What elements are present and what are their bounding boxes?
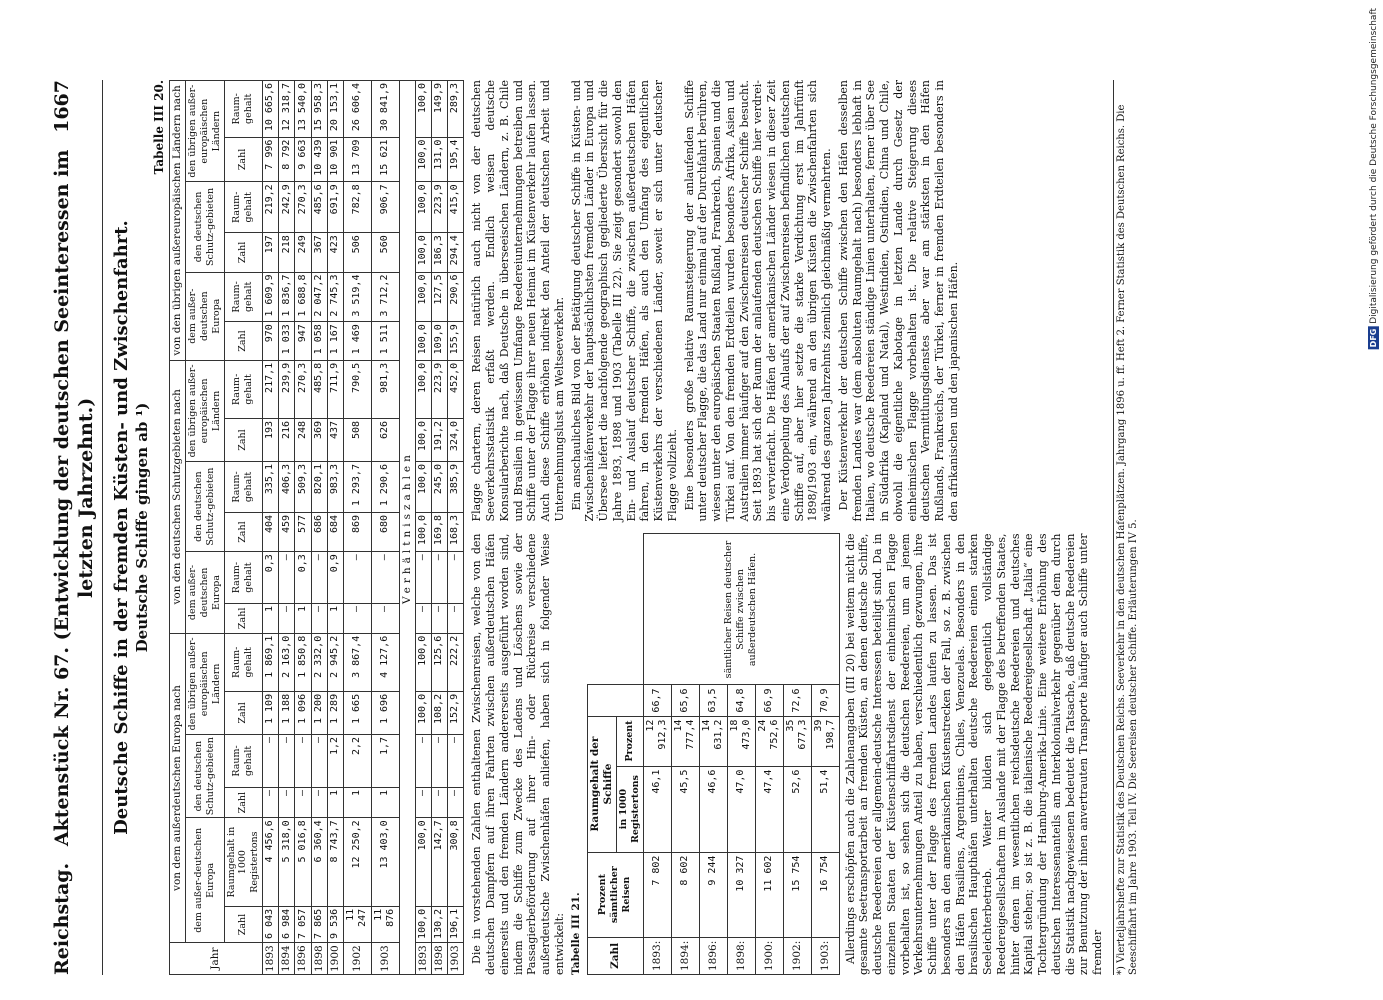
value-cell: 485,8 (311, 360, 327, 418)
value-cell: 100,0 (415, 81, 431, 138)
zahl-header: Zahl (224, 322, 263, 361)
page-number: 1667 (51, 80, 73, 133)
value-cell: — (343, 603, 371, 633)
value-cell: 72,6 (783, 685, 811, 716)
value-cell: 14 631,2 (699, 716, 727, 766)
value-cell: 13 540,0 (295, 81, 311, 138)
value-cell: 1 469 (343, 322, 371, 361)
value-cell: 10 439 (311, 137, 327, 182)
value-cell: 300,8 (448, 818, 464, 906)
value-cell: 196,1 (448, 906, 464, 942)
value-cell: 7 865 (311, 906, 327, 942)
value-cell: 24 752,6 (755, 716, 783, 766)
value-cell: 12 318,7 (279, 81, 295, 138)
value-cell: 9 536 (327, 906, 343, 942)
value-cell: 577 (295, 512, 311, 551)
value-cell: — (343, 552, 371, 604)
header-left: Reichstag. (51, 862, 73, 975)
value-cell: 415,0 (448, 182, 464, 233)
value-cell: 100,0 (415, 818, 431, 906)
value-cell: 324,0 (448, 418, 464, 461)
value-cell: 626 (371, 418, 399, 461)
value-cell: 385,9 (448, 462, 464, 513)
value-cell: 100,0 (415, 233, 431, 272)
left-column (470, 534, 1108, 976)
value-cell: — (448, 552, 464, 604)
paragraph: Ein anschauliches Bild von der Betätigung deutscher Schiffe in Küsten- und Zwischenhäfenverkehr der hauptsächlichsten fremden Länder in Europa und Übersee liefert die nachfolgende geographisch gegliederte Übersicht für die Jahre 1893, 1898 und 1903 (Tabelle III 22). Sie zeigt gesondert sowohl den Ein- und Auslauf deutscher Schiffe, die zwischen außerdeutschen Häfen fahren, in den fremden Häfen, als auch den Umfang des eigentlichen Küstenverkehrs der verschiedenen Länder, soweit er sich unter deutscher Flagge vollzieht. (569, 80, 679, 522)
value-cell: 290,6 (448, 272, 464, 322)
value-cell: 149,9 (432, 81, 448, 138)
value-cell: 6 984 (279, 906, 295, 942)
value-cell: 680 (371, 512, 399, 551)
group-header: von dem außerdeutschen Europa nach (169, 633, 185, 943)
value-cell: 245,0 (432, 462, 448, 513)
value-cell: 6 043 (263, 906, 279, 942)
value-cell: 1 289 (327, 691, 343, 734)
year-cell: 1903 (371, 943, 399, 975)
value-cell: — (311, 603, 327, 633)
t21-note: sämtlicher Reisen deutscher Schiffe zwischen außerdeutschen Häfen. (643, 534, 839, 685)
table-row (371, 81, 399, 975)
year-cell: 1903 (448, 943, 464, 975)
value-cell: 509,3 (295, 462, 311, 513)
year-cell: 1900 (327, 943, 343, 975)
value-cell: 11 876 (371, 906, 399, 942)
value-cell: 1 850,8 (295, 633, 311, 691)
value-cell: 970 (263, 322, 279, 361)
value-cell: 1,2 (327, 734, 343, 787)
value-cell: — (295, 734, 311, 787)
sub-header: den deutschen Schutz-gebieten (185, 182, 224, 272)
value-cell: 1 665 (343, 691, 371, 734)
value-cell: 15 621 (371, 137, 399, 182)
value-cell: 125,6 (432, 633, 448, 691)
page-header (51, 80, 103, 975)
value-cell: — (371, 552, 399, 604)
value-cell: 1898: (727, 937, 755, 974)
footnote: *) Vierteljahrshefte zur Statistik des Deutschen Reichs. Seeverkehr in den deutschen Hafenplätzen. Jahrgang 1896 u. ff. Heft 2. Ferner Statistik des Deutschen Reichs. Die Seeschiffahrt im Jahre 1903. Teil IV. Die Seereisen deutscher Schiffe. Erläuterungen IV 5. (1113, 80, 1141, 975)
value-cell: — (432, 787, 448, 817)
year-cell: 1898 (432, 943, 448, 975)
value-cell: 47,0 (727, 766, 755, 852)
value-cell: 5 318,0 (279, 818, 295, 906)
value-cell: — (415, 734, 431, 787)
value-cell: 70,9 (811, 685, 839, 716)
value-cell: 100,0 (415, 462, 431, 513)
value-cell: 219,2 (263, 182, 279, 233)
value-cell: 169,8 (432, 512, 448, 551)
value-cell: 100,0 (415, 418, 431, 461)
value-cell: 1 033 (279, 322, 295, 361)
paragraph: Allerdings erschöpfen auch die Zahlenangaben (III 20) bei weitem nicht die gesamte Seetransportarbeit an fremden Küsten, an denen deutsche Schiffe, deutsche Reedereien oder allgemein-deutsche Interessen beteiligt sind. Da in einzelnen Staaten der Küstenschiffahrtsdienst der einheimischen Flagge vorbehalten ist, so sehen sich die deutschen Reedereien, um an jenem Verkehrsunternehmungen Anteil zu haben, verschiedentlich gezwungen, ihre Schiffe unter der Flagge des fremden Landes laufen zu lassen. Das ist besonders an den amerikanischen Küstenstrecken der Fall, so z. B. zwischen den Häfen Brasiliens, Argentiniens, Chiles, Venezuelas. Besonders in den brasilischen Haupthäfen unterhalten deutsche Reedereien einen starken Seeleichterbetrieb. Weiter bilden sich gelegentlich vollständige Reedereigesellschaften im Auslande mit der Flagge des betreffenden Staates, hinter denen im wesentlichen reichsdeutsche Reedereien und deutsches Kapital stehen; so ist z. B. die italienische Reedereigesellschaft „Italia“ eine Tochtergründung der Hamburg-Amerika-Linie. Eine weitere Erhöhung des deutschen Interessenanteils am Interkolonialverkehr gegenüber dem durch die Statistik nachgewiesenen bedeutet die Tatsache, daß deutsche Reedereien zur Benutzung der ihnen anvertrauten Transporte häufiger auch Schiffe unter fremder (843, 533, 1105, 975)
header-middle: Aktenstück Nr. 67. (Entwicklung der deutschen Seeinteressen im letzten Jahrzehnt.) (51, 149, 97, 847)
value-cell: 222,2 (448, 633, 464, 691)
value-cell: 8 792 (279, 137, 295, 182)
value-cell: 1903: (811, 937, 839, 974)
table-row (279, 81, 295, 975)
value-cell: 369 (311, 418, 327, 461)
value-cell: 1900: (755, 937, 783, 974)
zahl-header: Zahl (224, 691, 263, 734)
value-cell: — (279, 603, 295, 633)
raum-header: Raumgehalt in 1000 Registertons (224, 818, 263, 906)
value-cell: 3 712,2 (371, 272, 399, 322)
value-cell: 1 (327, 603, 343, 633)
value-cell: 459 (279, 512, 295, 551)
value-cell: 7 996 (263, 137, 279, 182)
value-cell: — (432, 603, 448, 633)
raum-header: Raum-gehalt (224, 81, 263, 138)
value-cell: 1 511 (371, 322, 399, 361)
dfg-text: Digitalisierung gefördert durch die Deutsche Forschungsgemeinschaft (1369, 8, 1379, 324)
rotated-page (45, 70, 1335, 985)
year-cell: 1893 (415, 943, 431, 975)
value-cell: 10 901 (327, 137, 343, 182)
value-cell: — (432, 734, 448, 787)
sub-header: dem außer-deutschen Europa (185, 552, 224, 634)
value-cell: 14 777,4 (671, 716, 699, 766)
zahl-header: Zahl (224, 233, 263, 272)
value-cell: — (263, 787, 279, 817)
value-cell: 100,0 (415, 182, 431, 233)
value-cell: 100,0 (415, 360, 431, 418)
value-cell: 63,5 (699, 685, 727, 716)
value-cell: 947 (295, 322, 311, 361)
value-cell: 39 198,7 (811, 716, 839, 766)
value-cell: 193 (263, 418, 279, 461)
value-cell: 26 606,4 (343, 81, 371, 138)
value-cell: — (415, 552, 431, 604)
value-cell: 423 (327, 233, 343, 272)
value-cell: 47,4 (755, 766, 783, 852)
value-cell: — (415, 787, 431, 817)
zahl-header: Zahl (224, 512, 263, 551)
value-cell: 8 602 (671, 852, 699, 937)
value-cell: 1 696 (371, 691, 399, 734)
value-cell: — (279, 787, 295, 817)
value-cell: 100,0 (415, 633, 431, 691)
value-cell: — (279, 734, 295, 787)
value-cell: 270,3 (295, 360, 311, 418)
value-cell: 191,2 (432, 418, 448, 461)
table-row (432, 81, 448, 975)
value-cell: 12 250,2 (343, 818, 371, 906)
table-row (415, 81, 431, 975)
value-cell: 983,3 (327, 462, 343, 513)
value-cell: 15 958,3 (311, 81, 327, 138)
sub-header: dem außer-deutschen Europa (185, 818, 224, 943)
sub-header: den übrigen außer-europäischen Ländern (185, 633, 224, 734)
sub-header: den deutschen Schutz-gebieten (185, 734, 224, 817)
group-header: von den übrigen außereuropäischen Ländern nach (169, 81, 185, 361)
value-cell: 16 754 (811, 852, 839, 937)
value-cell: 100,0 (415, 691, 431, 734)
page-title: Deutsche Schiffe in der fremden Küsten- und Zwischenfahrt. (110, 220, 132, 835)
value-cell: 0,9 (327, 552, 343, 604)
group-header: von den deutschen Schutzgebieten nach (169, 360, 185, 633)
raum-header: Raum-gehalt (224, 360, 263, 418)
value-cell: 406,3 (279, 462, 295, 513)
table-row (327, 81, 343, 975)
value-cell: 1 (327, 787, 343, 817)
value-cell: — (448, 603, 464, 633)
value-cell: 66,9 (755, 685, 783, 716)
value-cell: 248 (295, 418, 311, 461)
value-cell: 560 (371, 233, 399, 272)
value-cell: 30 841,9 (371, 81, 399, 138)
value-cell: 1 109 (263, 691, 279, 734)
value-cell: 1 200 (311, 691, 327, 734)
zahl-header: Zahl (224, 906, 263, 942)
value-cell: 5 016,8 (295, 818, 311, 906)
value-cell: 1 869,1 (263, 633, 279, 691)
value-cell: 15 754 (783, 852, 811, 937)
value-cell: 239,9 (279, 360, 295, 418)
t21-pct: Prozent (616, 716, 643, 766)
value-cell: — (371, 603, 399, 633)
table21-ref: Tabelle III 21. (569, 892, 582, 975)
paragraph: Flagge chartern, deren Reisen natürlich auch nicht von der deutschen Seeverkehrsstatistik erfaßt werden. Endlich weisen deutsche Konsularberichte nach, daß Deutsche in überseeischen Ländern, z. B. Chile und Brasilien in gewissem Umfange Reedereiunternehmungen betreiben und Schiffe unter der Flagge ihrer neuen Heimat im Küstenverkehr laufen lassen. Auch diese Schiffe erhöhen indirekt den Anteil der deutschen Arbeit und Unternehmungslust am Weltseeverkehr. (470, 80, 566, 522)
value-cell: 1894: (671, 937, 699, 974)
value-cell: — (311, 734, 327, 787)
value-cell: 168,3 (448, 512, 464, 551)
value-cell: 1 (343, 787, 371, 817)
table-ref: Tabelle III 20. (151, 80, 166, 175)
value-cell: — (415, 603, 431, 633)
value-cell: 155,9 (448, 322, 464, 361)
value-cell: 13 709 (343, 137, 371, 182)
value-cell: 12 912,3 (643, 716, 671, 766)
value-cell: — (432, 552, 448, 604)
value-cell: 186,3 (432, 233, 448, 272)
sub-header: den deutschen Schutz-gebieten (185, 462, 224, 552)
value-cell: 485,6 (311, 182, 327, 233)
raum-header: Raum-gehalt (224, 633, 263, 691)
paragraph: Eine besonders große relative Raumsteigerung der anlaufenden Schiffe unter deutscher Flagge, die das Land nur einmal auf der Durchfahrt berühren, wiesen unter den europäischen Staaten Rußland, Frankreich, Spanien und die Türkei auf. Von den fremden Erdteilen wurden besonders Afrika, Asien und Australien immer häufiger auf den Zwischenreisen deutscher Schiffe besucht. Seit 1893 hat sich der Raum der anlaufenden deutschen Schiffe hier verdrei- bis vervierfacht. Die Häfen der amerikanischen Länder wiesen in dieser Zeit eine Verdoppelung des Anlaufs der auf Zwischenreisen befindlichen deutschen Schiffe auf, aber hier setzte die starke Verdichtung erst im Jahrfünft 1898/1903 ein, während an den übrigen Küsten die Zwischenfahrten sich während des ganzen Jahrzehnts ziemlich gleichmäßig vermehrten. (682, 80, 833, 522)
table-21 (587, 534, 840, 976)
value-cell: 1 688,8 (295, 272, 311, 322)
value-cell: 691,9 (327, 182, 343, 233)
sub-header: dem außer-deutschen Europa (185, 272, 224, 360)
value-cell: — (311, 552, 327, 604)
year-cell: 1898 (311, 943, 327, 975)
value-cell: 1 290,6 (371, 462, 399, 513)
dfg-logo: DFG (1369, 328, 1378, 348)
value-cell: 8 743,7 (327, 818, 343, 906)
value-cell: 11 247 (343, 906, 371, 942)
value-cell: 131,0 (432, 137, 448, 182)
value-cell: 20 153,1 (327, 81, 343, 138)
value-cell: 242,9 (279, 182, 295, 233)
value-cell: 7 802 (643, 852, 671, 937)
table-row (295, 81, 311, 975)
value-cell: 1 (263, 603, 279, 633)
value-cell: 127,5 (432, 272, 448, 322)
value-cell: 217,1 (263, 360, 279, 418)
value-cell: 1 609,9 (263, 272, 279, 322)
value-cell: 64,8 (727, 685, 755, 716)
value-cell: 223,9 (432, 360, 448, 418)
value-cell: 684 (327, 512, 343, 551)
table-row (343, 81, 371, 975)
year-cell: 1902 (343, 943, 371, 975)
value-cell: 508 (343, 418, 371, 461)
value-cell: 52,6 (783, 766, 811, 852)
value-cell: 906,7 (371, 182, 399, 233)
value-cell: 46,1 (643, 766, 671, 852)
year-cell: 1893 (263, 943, 279, 975)
value-cell: 65,6 (671, 685, 699, 716)
value-cell: 1 293,7 (343, 462, 371, 513)
value-cell: 437 (327, 418, 343, 461)
value-cell: 218 (279, 233, 295, 272)
value-cell: 130,2 (432, 906, 448, 942)
sub-header: den übrigen außer-europäischen Ländern (185, 81, 224, 182)
value-cell: 2 047,2 (311, 272, 327, 322)
t21-group: Zahl (587, 937, 643, 974)
value-cell: 3 519,4 (343, 272, 371, 322)
year-header: Jahr (169, 943, 262, 975)
value-cell: 0,3 (263, 552, 279, 604)
paragraph: Der Küstenverkehr der deutschen Schiffe zwischen den Häfen desselben fremden Landes war (dem absoluten Raumgehalt nach) besonders lebhaft in Italien, wo deutsche Reedereien ständige Linien unterhalten, ferner über See in Südafrika (Kapland und Natal), Westindien, Ostindien, China und Chile, obwohl die eigentliche Kabotage in letzten Lande durch Gesetz der einheimischen Flagge vorbehalten ist. Die relative Steigerung dieses deutschen Vermittlungsdienstes aber war am stärksten in den Häfen Rußlands, Frankreichs, der Türkei, ferner in fremden Erdteilen besonders in den afrikanischen und den japanischen Häfen. (836, 80, 960, 522)
value-cell: 1 836,7 (279, 272, 295, 322)
value-cell: 100,0 (415, 906, 431, 942)
value-cell: 782,8 (343, 182, 371, 233)
value-cell: 1 096 (295, 691, 311, 734)
raum-header: Raum-gehalt (224, 272, 263, 322)
ratio-label: Verhältniszahlen (399, 81, 415, 975)
value-cell: 294,4 (448, 233, 464, 272)
value-cell: 2 163,0 (279, 633, 295, 691)
value-cell: — (279, 552, 295, 604)
value-cell: 108,2 (432, 691, 448, 734)
value-cell: 4 127,6 (371, 633, 399, 691)
year-cell: 1896 (295, 943, 311, 975)
value-cell: 1 (295, 603, 311, 633)
value-cell: — (448, 734, 464, 787)
value-cell: 2,2 (343, 734, 371, 787)
zahl-header: Zahl (224, 137, 263, 182)
value-cell: 506 (343, 233, 371, 272)
t21-percent: Prozent sämtlicher Reisen (587, 852, 643, 937)
value-cell: 0,3 (295, 552, 311, 604)
raum-header: Raum-gehalt (224, 462, 263, 513)
zahl-header: Zahl (224, 787, 263, 817)
value-cell: 1 188 (279, 691, 295, 734)
value-cell: 686 (311, 512, 327, 551)
value-cell: 404 (263, 512, 279, 551)
value-cell: 1 (371, 787, 399, 817)
paragraph: Die in vorstehenden Zahlen enthaltenen Zwischenreisen, welche von den deutschen Dampfern auf ihren Fahrten zwischen außerdeutschen Häfen einerseits und den fremden Ländern andererseits ausgeführt worden sind, indem die Schiffe zum Zwecke des Ladens und Löschens sowie der Passagierbeförderung auf ihrer Hin- oder Rückreise verschiedene außerdeutsche Zwischenhäfen anliefen, haben sich in folgender Weise entwickelt: (470, 533, 566, 975)
table-row (643, 534, 671, 975)
value-cell: 820,1 (311, 462, 327, 513)
right-column (470, 80, 1108, 522)
value-cell: 100,0 (415, 137, 431, 182)
value-cell: 46,6 (699, 766, 727, 852)
value-cell: 45,5 (671, 766, 699, 852)
value-cell: 10 665,6 (263, 81, 279, 138)
value-cell: 13 403,0 (371, 818, 399, 906)
value-cell: 1 058 (311, 322, 327, 361)
value-cell: 1902: (783, 937, 811, 974)
zahl-header: Zahl (224, 603, 263, 633)
value-cell: 2 332,0 (311, 633, 327, 691)
value-cell: 109,0 (432, 322, 448, 361)
ships-table (169, 80, 465, 975)
value-cell: 11 602 (755, 852, 783, 937)
value-cell: 452,0 (448, 360, 464, 418)
value-cell: 981,3 (371, 360, 399, 418)
value-cell: — (311, 787, 327, 817)
value-cell: 10 327 (727, 852, 755, 937)
table-row (311, 81, 327, 975)
value-cell: 197 (263, 233, 279, 272)
value-cell: 249 (295, 233, 311, 272)
sub-header: den übrigen außer-europäischen Ländern (185, 360, 224, 461)
value-cell: 790,5 (343, 360, 371, 418)
value-cell: 1 167 (327, 322, 343, 361)
value-cell: 4 456,6 (263, 818, 279, 906)
value-cell: 100,0 (415, 322, 431, 361)
value-cell: — (448, 787, 464, 817)
value-cell: 223,9 (432, 182, 448, 233)
value-cell: 289,3 (448, 81, 464, 138)
dfg-credit (1369, 8, 1379, 349)
value-cell: 270,3 (295, 182, 311, 233)
value-cell: 216 (279, 418, 295, 461)
value-cell: 2 745,3 (327, 272, 343, 322)
value-cell: 152,9 (448, 691, 464, 734)
value-cell: 2 945,2 (327, 633, 343, 691)
text-columns (470, 80, 1108, 975)
value-cell: 3 867,4 (343, 633, 371, 691)
value-cell: 711,9 (327, 360, 343, 418)
value-cell: 335,1 (263, 462, 279, 513)
value-cell: 35 677,3 (783, 716, 811, 766)
value-cell: 9 663 (295, 137, 311, 182)
value-cell: 1,7 (371, 734, 399, 787)
value-cell: 7 057 (295, 906, 311, 942)
value-cell: 66,7 (643, 685, 671, 716)
year-cell: 1894 (279, 943, 295, 975)
value-cell: 100,0 (415, 512, 431, 551)
value-cell: 6 360,4 (311, 818, 327, 906)
value-cell: 195,4 (448, 137, 464, 182)
value-cell: — (295, 787, 311, 817)
raum-header: Raum-gehalt (224, 182, 263, 233)
page-subtitle: Deutsche Schiffe gingen ab ¹) (133, 402, 151, 653)
raum-header: Raum-gehalt (224, 552, 263, 604)
value-cell: 367 (311, 233, 327, 272)
t21-reg: in 1000 Registertons (616, 766, 643, 852)
value-cell: 1893: (643, 937, 671, 974)
zahl-header: Zahl (224, 418, 263, 461)
table-row (448, 81, 464, 975)
value-cell: 142,7 (432, 818, 448, 906)
t21-note-header (587, 685, 643, 716)
value-cell: 869 (343, 512, 371, 551)
t21-group2: Raumgehalt der Schiffe (587, 716, 616, 852)
value-cell: 1896: (699, 937, 727, 974)
value-cell: 100,0 (415, 272, 431, 322)
raum-header: Raum-gehalt (224, 734, 263, 787)
table-row (263, 81, 279, 975)
value-cell: — (263, 734, 279, 787)
value-cell: 51,4 (811, 766, 839, 852)
value-cell: 9 244 (699, 852, 727, 937)
value-cell: 18 473,0 (727, 716, 755, 766)
